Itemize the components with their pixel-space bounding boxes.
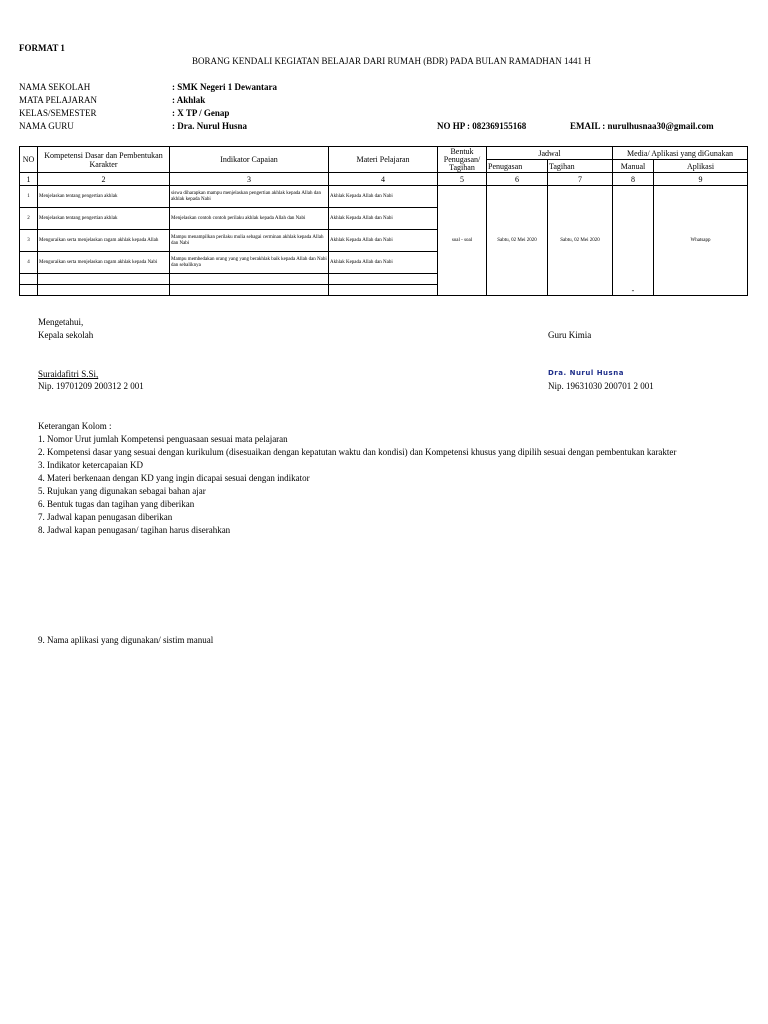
row-no: 3 (20, 230, 38, 252)
row-materi: Akhlak Kepada Allah dan Nabi (329, 208, 438, 230)
header-media: Media/ Aplikasi yang diGunakan (613, 147, 748, 160)
keterangan-item: 1. Nomor Urut jumlah Kompetensi penguasaan sesuai mata pelajaran (38, 434, 288, 444)
format-label: FORMAT 1 (19, 43, 65, 53)
header-indikator: Indikator Capaian (170, 147, 329, 173)
keterangan-item: 7. Jadwal kapan penugasan diberikan (38, 512, 173, 522)
kepala-sekolah-nip: Nip. 19701209 200312 2 001 (38, 381, 144, 391)
col-number: 2 (38, 173, 170, 186)
aplikasi-value: Whatsapp (654, 186, 748, 296)
col-number: 7 (548, 173, 613, 186)
col-number: 3 (170, 173, 329, 186)
info-label-mapel: MATA PELAJARAN (19, 95, 98, 105)
keterangan-item: 2. Kompetensi dasar yang sesuai dengan kurikulum (disesuaikan dengan kepatutan waktu dan kondisi) dan Kompetensi khusus yang dipilih sesuai dengan pembentukan karakter (38, 447, 677, 457)
header-tagihan: Tagihan (548, 160, 613, 173)
header-jadwal: Jadwal (487, 147, 613, 160)
guru-nip: Nip. 19631030 200701 2 001 (548, 381, 654, 391)
info-value-kelas: : X TP / Genap (172, 108, 230, 118)
kepala-sekolah-name: Suraidafitri S.Si, (38, 369, 99, 379)
info-label-sekolah: NAMA SEKOLAH (19, 82, 91, 92)
col-number: 1 (20, 173, 38, 186)
bentuk-value: soal - soal (438, 186, 487, 296)
row-materi: Akhlak Kepada Allah dan Nabi (329, 230, 438, 252)
row-indikator: Menjelaskan contoh contoh perilaku akhlak kepada Allah dan Nabi (170, 208, 329, 230)
info-label-kelas: KELAS/SEMESTER (19, 108, 97, 118)
header-materi: Materi Pelajaran (329, 147, 438, 173)
row-materi: Akhlak Kepada Allah dan Nabi (329, 186, 438, 208)
row-indikator: Mampu membedakan orang yang yang berakhlak baik kepada Allah dan Nabi dan sebaliknya (170, 252, 329, 274)
row-kd: Menjelaskan tentang pengertian akhlak (38, 208, 170, 230)
keterangan-item: 8. Jadwal kapan penugasan/ tagihan harus diserahkan (38, 525, 231, 535)
row-materi: Akhlak Kepada Allah dan Nabi (329, 252, 438, 274)
no-hp: NO HP : 082369155168 (437, 121, 527, 131)
header-kd: Kompetensi Dasar dan Pembentukan Karakter (38, 147, 170, 173)
keterangan-title: Keterangan Kolom : (38, 421, 112, 431)
mengetahui-label: Mengetahui, (38, 317, 84, 327)
kegiatan-table (19, 146, 748, 296)
info-value-mapel: : Akhlak (172, 95, 206, 105)
guru-name: Dra. Nurul Husna (548, 369, 624, 377)
row-no: 2 (20, 208, 38, 230)
header-no: NO (20, 147, 38, 173)
tagihan-value: Sabtu, 02 Mei 2020 (548, 186, 613, 296)
row-indikator: Mampu menampilkan perilaku mulia sebagai cerminan akhlak kepada Allah dan Nabi (170, 230, 329, 252)
header-aplikasi: Aplikasi (654, 160, 748, 173)
col-number: 6 (487, 173, 548, 186)
info-value-guru: : Dra. Nurul Husna (172, 121, 248, 131)
row-kd: Menguraikan serta menjelaskan ragam akhlak kepada Nabi (38, 252, 170, 274)
col-number: 8 (613, 173, 654, 186)
penugasan-value: Sabtu, 02 Mei 2020 (487, 186, 548, 296)
row-kd: Menguraikan serta menjelaskan ragam akhlak kepada Allah (38, 230, 170, 252)
header-penugasan: Penugasan (487, 160, 548, 173)
document-title: BORANG KENDALI KEGIATAN BELAJAR DARI RUMAH (BDR) PADA BULAN RAMADHAN 1441 H (192, 56, 591, 66)
row-no: 4 (20, 252, 38, 274)
manual-value: - (613, 186, 654, 296)
keterangan-item: 6. Bentuk tugas dan tagihan yang diberikan (38, 499, 195, 509)
col-number: 5 (438, 173, 487, 186)
table-row (20, 186, 748, 208)
row-indikator: siswa diharapkan mampu menjelaskan pengertian akhlak kepada Allah dan akhlak kepada Nabi (170, 186, 329, 208)
keterangan-item: 9. Nama aplikasi yang digunakan/ sistim manual (38, 635, 214, 645)
info-label-guru: NAMA GURU (19, 121, 74, 131)
header-bentuk: Bentuk Penugasan/ Tagihan (438, 147, 487, 173)
col-number: 9 (654, 173, 748, 186)
keterangan-item: 5. Rujukan yang digunakan sebagai bahan ajar (38, 486, 206, 496)
header-manual: Manual (613, 160, 654, 173)
kepala-sekolah-label: Kepala sekolah (38, 330, 94, 340)
col-number: 4 (329, 173, 438, 186)
email: EMAIL : nurulhusnaa30@gmail.com (570, 121, 714, 131)
row-no: 1 (20, 186, 38, 208)
guru-kimia-label: Guru Kimia (548, 330, 592, 340)
keterangan-item: 4. Materi berkenaan dengan KD yang ingin dicapai sesuai dengan indikator (38, 473, 310, 483)
row-kd: Menjelaskan tentang pengertian akhlak (38, 186, 170, 208)
info-value-sekolah: : SMK Negeri 1 Dewantara (172, 82, 277, 92)
keterangan-item: 3. Indikator ketercapaian KD (38, 460, 143, 470)
